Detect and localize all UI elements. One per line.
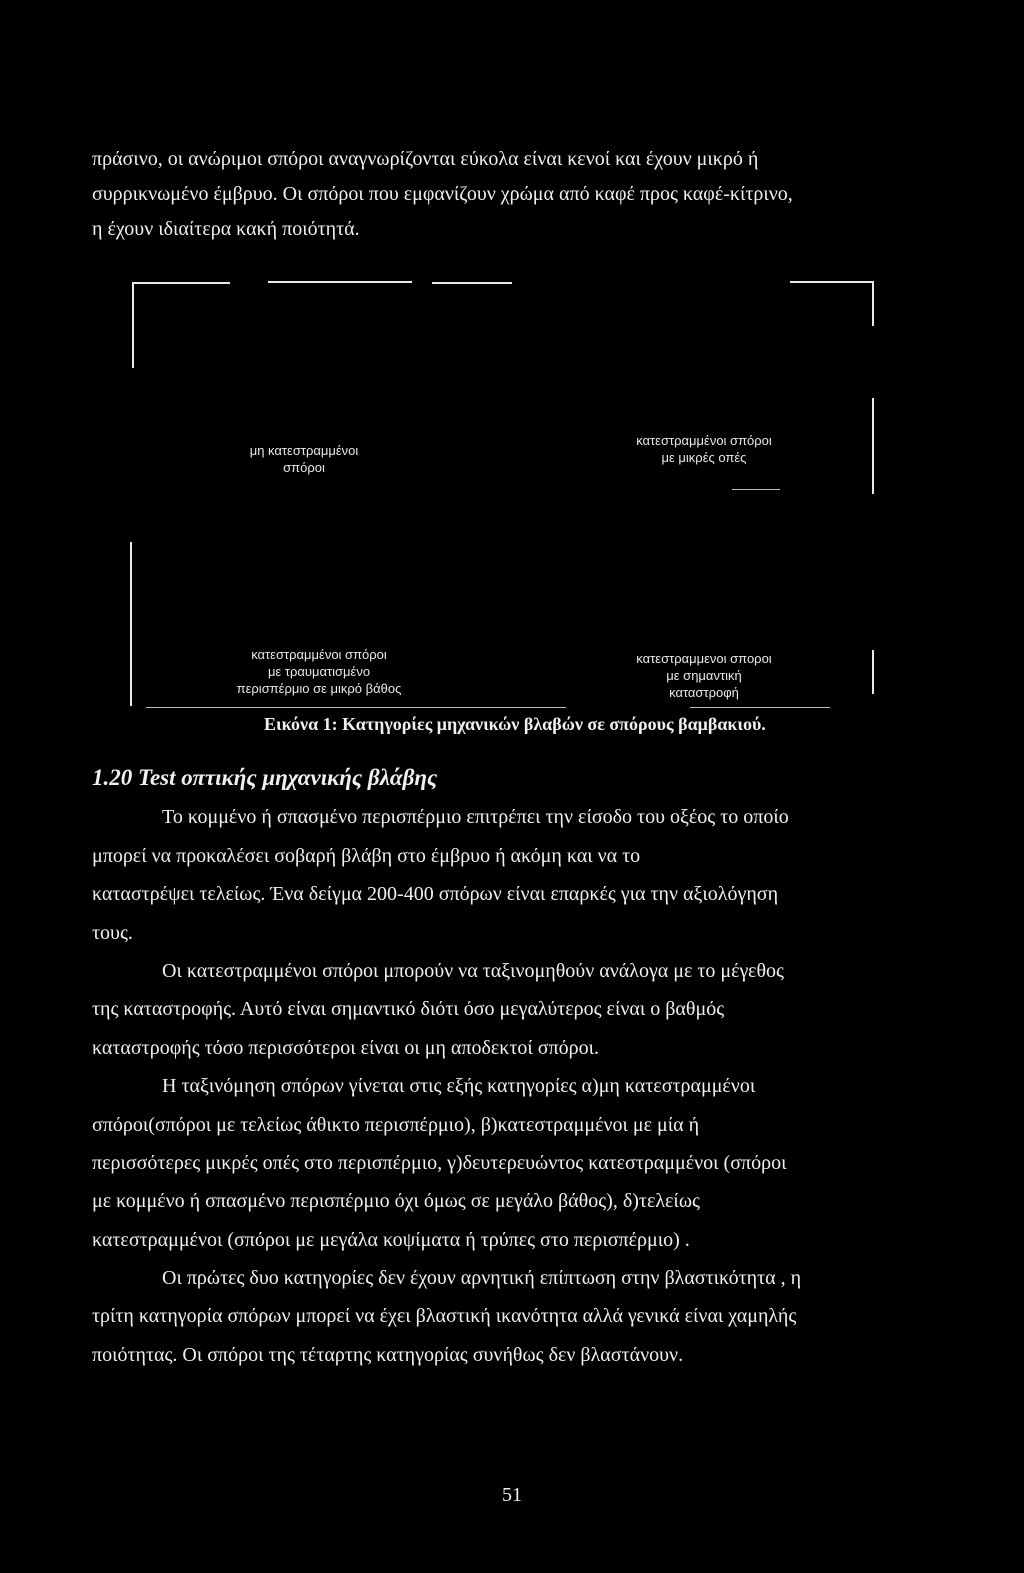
p3-line-1: Η ταξινόμηση σπόρων γίνεται στις εξής κατηγορίες α)μη κατεστραμμένοι	[162, 1075, 756, 1097]
figure-frame-left-top	[132, 282, 134, 368]
figure-label-line: μη κατεστραμμένοι	[249, 443, 359, 458]
figure-frame-left-bottom	[130, 542, 132, 706]
intro-line-3: η έχουν ιδιαίτερα κακή ποιότητά.	[92, 218, 360, 240]
p1-line-4: τους.	[92, 922, 133, 944]
figure-label-undamaged	[214, 442, 394, 476]
figure-label-line: σπόροι	[283, 460, 325, 475]
figure-frame-right-mid	[872, 398, 874, 494]
figure-divider	[732, 489, 780, 490]
p2-line-3: καταστροφής τόσο περισσότεροι είναι οι μη αποδεκτοί σπόροι.	[92, 1037, 600, 1059]
figure-label-line: με τραυματισμένο	[267, 664, 371, 679]
p3-line-5: κατεστραμμένοι (σπόροι με μεγάλα κοψίματα ή τρύπες στο περισπέρμιο) .	[92, 1229, 690, 1251]
figure-frame-bottom-1	[146, 707, 566, 708]
p3-line-3: περισσότερες μικρές οπές στο περισπέρμιο, γ)δευτερευώντος κατεστραμμένοι (σπόροι	[92, 1152, 787, 1174]
figure-label-severe-damage	[614, 650, 794, 701]
p1-line-3: καταστρέψει τελείως. Ένα δείγμα 200-400 σπόρων είναι επαρκές για την αξιολόγηση	[92, 883, 779, 905]
p2-line-2: της καταστροφής. Αυτό είναι σημαντικό διότι όσο μεγαλύτερος είναι ο βαθμός	[92, 998, 725, 1020]
p3-line-4: με κομμένο ή σπασμένο περισπέρμιο όχι όμως σε μεγάλο βάθος), δ)τελείως	[92, 1190, 700, 1212]
p4-line-1: Οι πρώτες δυο κατηγορίες δεν έχουν αρνητική επίπτωση στην βλαστικότητα , η	[162, 1267, 802, 1289]
figure-frame-top-2	[268, 281, 412, 283]
figure-label-small-holes	[604, 432, 804, 466]
figure-label-line: καταστροφή	[669, 685, 739, 700]
p4-line-3: ποιότητας. Οι σπόροι της τέταρτης κατηγορίας συνήθως δεν βλαστάνουν.	[92, 1344, 684, 1366]
figure-frame-top-3	[432, 282, 512, 284]
figure-label-line: με μικρές οπές	[661, 450, 747, 465]
figure-label-line: περισπέρμιο σε μικρό βάθος	[236, 681, 402, 696]
figure-frame-top-1	[134, 282, 230, 284]
p1-line-1: Το κομμένο ή σπασμένο περισπέρμιο επιτρέπει την είσοδο του οξέος το οποίο	[162, 806, 789, 828]
intro-line-1: πράσινο, οι ανώριμοι σπόροι αναγνωρίζονται εύκολα είναι κενοί και έχουν μικρό ή	[92, 148, 759, 170]
intro-line-2: συρρικνωμένο έμβρυο. Οι σπόροι που εμφανίζουν χρώμα από καφέ προς καφέ-κίτρινο,	[92, 183, 793, 205]
section-heading: 1.20 Test οπτικής μηχανικής βλάβης	[92, 765, 438, 790]
p1-line-2: μπορεί να προκαλέσει σοβαρή βλάβη στο έμβρυο ή ακόμη και να το	[92, 845, 641, 867]
figure-label-line: με σημαντική	[666, 668, 742, 683]
page-number: 51	[502, 1484, 522, 1506]
p4-line-2: τρίτη κατηγορία σπόρων μπορεί να έχει βλαστική ικανότητα αλλά γενικά είναι χαμηλής	[92, 1305, 797, 1327]
p3-line-2: σπόροι(σπόροι με τελείως άθικτο περισπέρμιο), β)κατεστραμμένοι με μία ή	[92, 1114, 700, 1136]
figure-label-line: κατεστραμμένοι σπόροι	[251, 647, 387, 662]
p2-line-1: Οι κατεστραμμένοι σπόροι μπορούν να ταξινομηθούν ανάλογα με το μέγεθος	[162, 960, 784, 982]
figure-frame-bottom-2	[690, 707, 830, 708]
figure-label-shallow-injury	[224, 646, 414, 697]
figure-label-line: κατεστραμμένοι σπόροι	[636, 433, 772, 448]
figure-frame-right-top	[872, 282, 874, 326]
figure-frame-top-4	[790, 281, 874, 283]
figure-frame-right-bottom	[872, 650, 874, 694]
figure-label-line: κατεστραμμενοι σποροι	[636, 651, 772, 666]
figure-caption: Εικόνα 1: Κατηγορίες μηχανικών βλαβών σε σπόρους βαμβακιού.	[264, 714, 766, 734]
